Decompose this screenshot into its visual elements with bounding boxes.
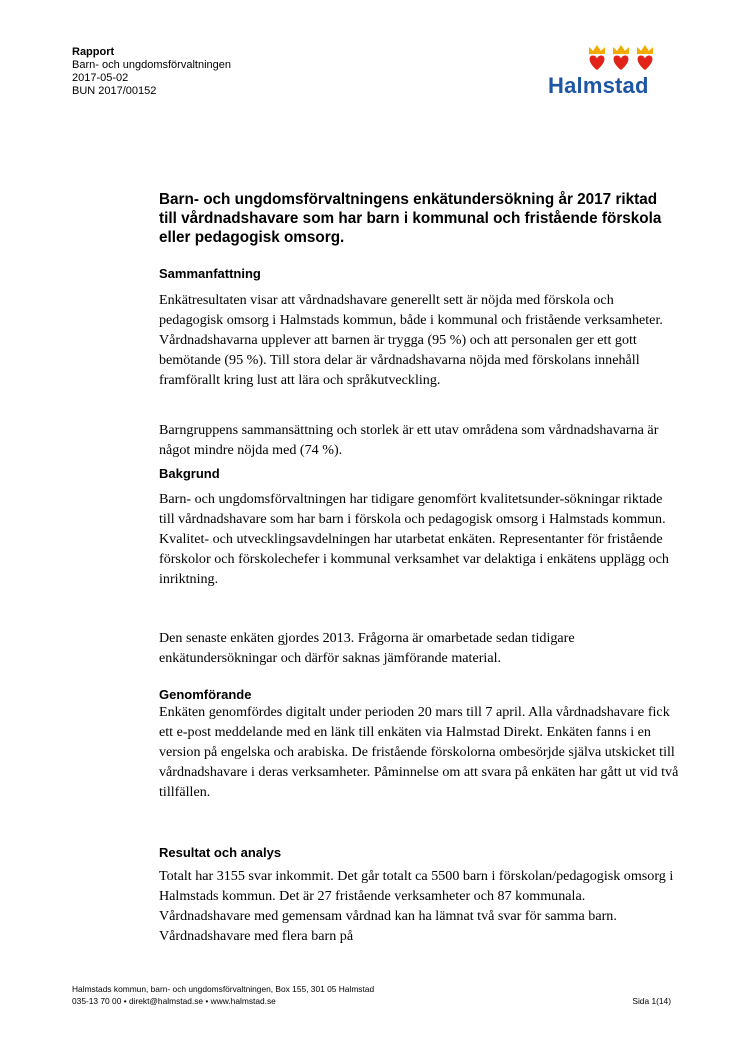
footer-address: Halmstads kommun, barn- och ungdomsförvaltningen, Box 155, 301 05 Halmstad (72, 984, 375, 994)
report-title: Barn- och ungdomsförvaltningens enkätundersökning år 2017 riktad till vårdnadshavare som har barn i kommunal och fristående förskola eller pedagogisk omsorg. (159, 191, 662, 246)
summary-paragraph-1: Enkätresultaten visar att vårdnadshavare generellt sett är nöjda med förskola och pedagogisk omsorg i Halmstads kommun, både i kommunal och fristående verksamheter. Vårdnadshavarna upplever att barnen är trygga (95 %) och att personalen ger ett gott bemötande (95 %). Till stora delar är vårdnadshavarna nöjda med förskolans innehåll framförallt kring lust att lära och språkutveckling. (159, 292, 663, 388)
halmstad-logo (544, 42, 662, 100)
document-date: 2017-05-02 (72, 72, 129, 84)
department-name: Barn- och ungdomsförvaltningen (72, 59, 231, 71)
background-paragraph-1: Barn- och ungdomsförvaltningen har tidigare genomfört kvalitetsunder-sökningar riktade till vårdnadshavare som har barn i förskola och pedagogisk omsorg i Halmstads kommun. Kvalitet- och utvecklingsavdelningen har utarbetat enkäten. Representanter för fristående förskolor och förskolechefer i kommunal verksamhet var delaktiga i enkätens upplägg och inriktning. (159, 491, 669, 587)
background-paragraph-2: Den senaste enkäten gjordes 2013. Frågorna är omarbetade sedan tidigare enkätundersökningar och därför saknas jämförande material. (159, 630, 575, 666)
summary-heading: Sammanfattning (159, 266, 261, 281)
crowns-hearts-icon (586, 42, 656, 72)
results-paragraph-1: Totalt har 3155 svar inkommit. Det går totalt ca 5500 barn i förskolan/pedagogisk omsorg i Halmstads kommun. Det är 27 fristående verksamheter och 87 kommunala. Vårdnadshavare med gemensam vårdnad kan ha lämnat två svar för samma barn. Vårdnadshavare med flera barn på (159, 868, 674, 944)
results-heading: Resultat och analys (159, 845, 282, 860)
report-title-block (159, 190, 679, 247)
reference-number: BUN 2017/00152 (72, 85, 157, 97)
logo-wordmark: Halmstad (548, 73, 649, 98)
document-type: Rapport (72, 46, 115, 58)
summary-paragraph-2: Barngruppens sammansättning och storlek är ett utav områdena som vårdnadshavarna är något mindre nöjda med (74 %). (159, 422, 659, 458)
page-number: Sida 1(14) (632, 996, 671, 1006)
implementation-paragraph-1: Enkäten genomfördes digitalt under perioden 20 mars till 7 april. Alla vårdnadshavare fick ett e-post meddelande med en länk till enkäten via Halmstad Direkt. Enkäten fanns i en version på engelska och arabiska. De fristående förskolorna ombesörjde själva utskicket till vårdnadshavare i deras verksamheter. Påminnelse om att svara på enkäten har gått ut vid två tillfällen. (159, 704, 679, 800)
background-heading: Bakgrund (159, 466, 220, 481)
footer-contact: 035-13 70 00 • direkt@halmstad.se • www.halmstad.se (72, 996, 276, 1006)
implementation-heading: Genomförande (159, 687, 252, 702)
page-footer (72, 983, 374, 1007)
document-meta (72, 46, 231, 98)
